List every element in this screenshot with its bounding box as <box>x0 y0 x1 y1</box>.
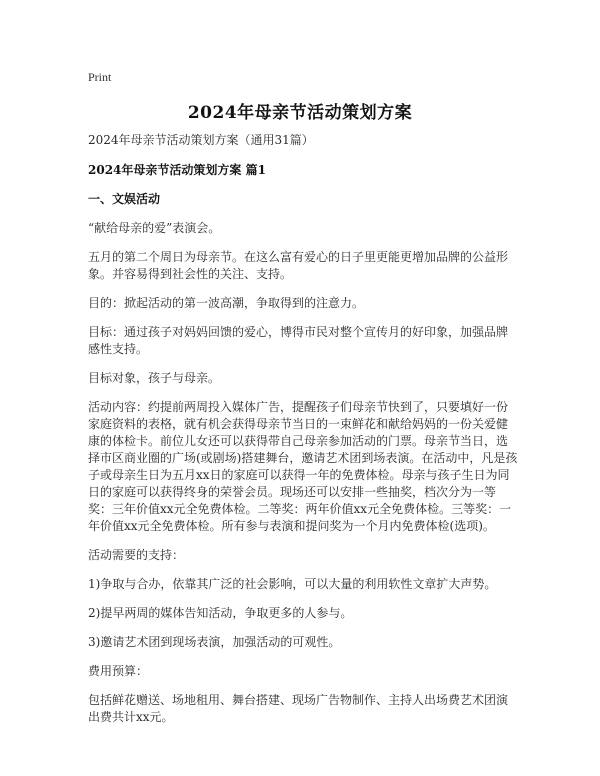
page-title: 2024年母亲节活动策划方案 <box>187 103 413 123</box>
part-heading: 一、文娱活动 <box>88 192 161 206</box>
paragraph-target: 目标对象，孩子与母亲。 <box>88 371 221 385</box>
paragraph-support-3: 3)邀请艺术团到现场表演，加强活动的可观性。 <box>88 635 341 649</box>
paragraph-budget: 包括鲜花赠送、场地租用、舞台搭建、现场广告物制作、主持人出场费艺术团演出费共计xx元。 <box>88 693 509 724</box>
paragraph-intro: 五月的第二个周日为母亲节。在这么富有爱心的日子里更能更增加品牌的公益形象。并容易得到社会性的关注、支持。 <box>88 250 509 281</box>
section-heading: 2024年母亲节活动策划方案 篇1 <box>88 163 266 177</box>
paragraph-budget-heading: 费用预算： <box>88 664 149 678</box>
paragraph-show-title: “献给母亲的爱”表演会。 <box>88 221 221 235</box>
paragraph-support-heading: 活动需要的支持： <box>88 548 185 562</box>
paragraph-support-1: 1)争取与合办，依靠其广泛的社会影响，可以大量的利用软性文章扩大声势。 <box>88 577 497 591</box>
document-body <box>88 132 518 738</box>
paragraph-purpose: 目的：掀起活动的第一波高潮，争取得到的注意力。 <box>88 296 365 310</box>
paragraph-goal: 目标：通过孩子对妈妈回馈的爱心，博得市民对整个宣传月的好印象，加强品牌感性支持。 <box>88 325 509 356</box>
paragraph-content: 活动内容：约提前两周投入媒体广告，提醒孩子们母亲节快到了，只要填好一份家庭资料的表格，就有机会获得母亲节当日的一束鲜花和献给妈妈的一份关爱健康的体检卡。前位儿女还可以获得带自己母亲参加活动的门票。母亲节当日，选择市区商业圈的广场(或剧场)搭建舞台，邀请艺术团到场表演。在活动中，凡是孩子或母亲生日为五月xx日的家庭可以获得一年的免费体检。母亲与孩子生日为同日的家庭可以获得终身的荣誉会员。现场还可以安排一些抽奖，档次分为一等奖：三年价值xx元全免费体检。二等奖：两年价值xx元全免费体检。三等奖：一年价值xx元全免费体检。所有参与表演和提问奖为一个月内免费体检(选项)。 <box>88 400 518 533</box>
document-subtitle: 2024年母亲节活动策划方案（通用31篇） <box>88 133 314 147</box>
print-link[interactable]: Print <box>88 70 112 84</box>
paragraph-support-2: 2)提早两周的媒体告知活动，争取更多的人参与。 <box>88 606 353 620</box>
